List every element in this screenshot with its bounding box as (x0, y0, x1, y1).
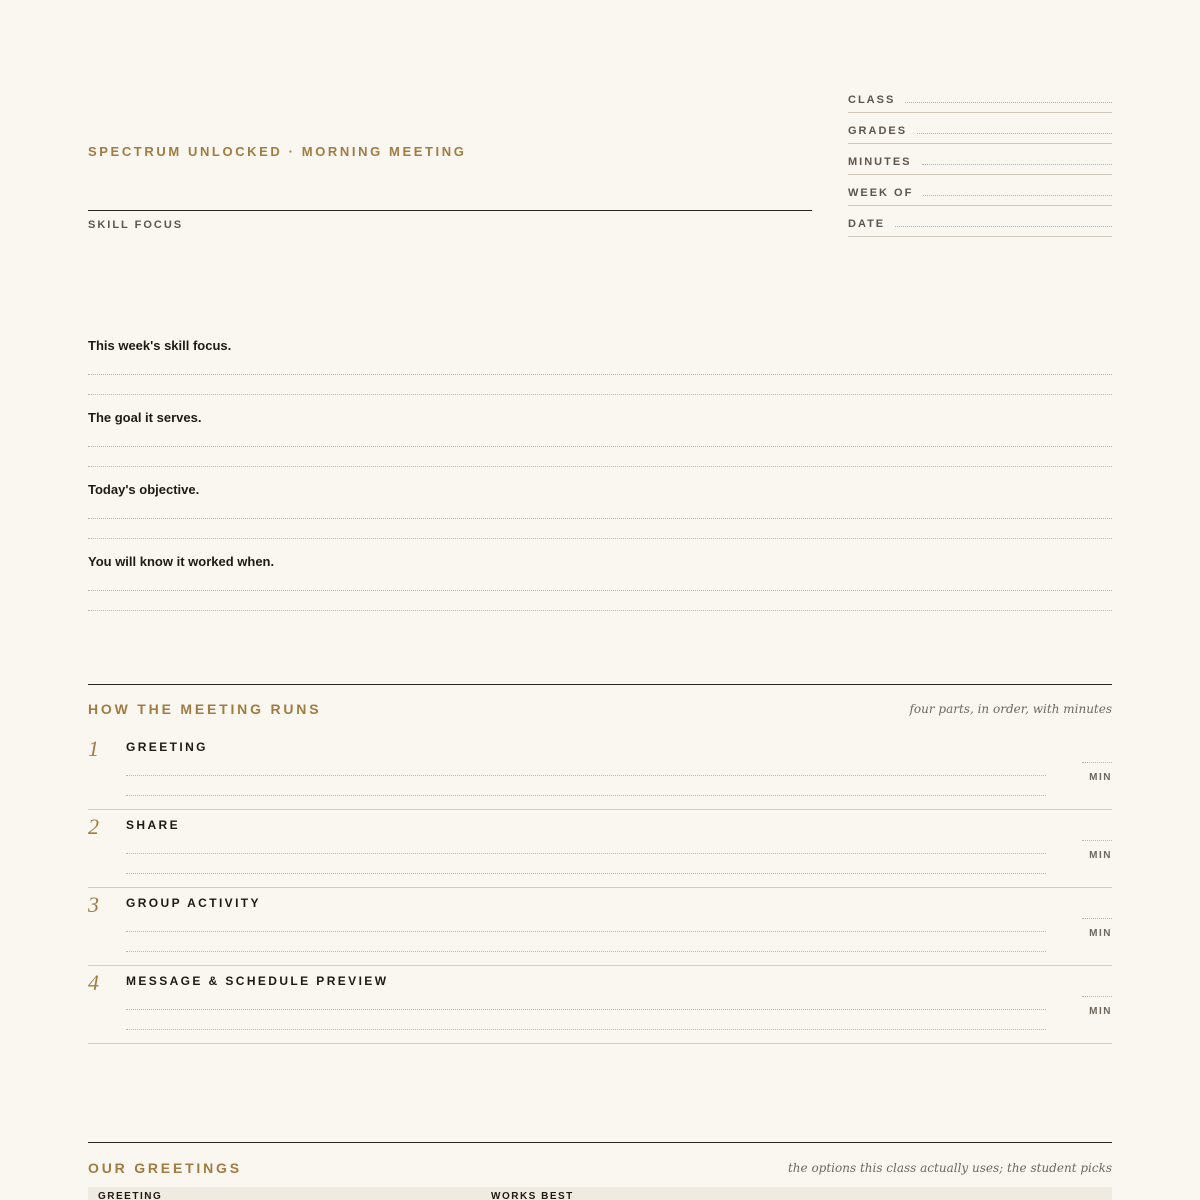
meta-fill-line[interactable] (917, 133, 1112, 134)
step-minutes-unit: MIN (1089, 928, 1112, 939)
step-name: GROUP ACTIVITY (126, 896, 261, 910)
step-minutes-unit: MIN (1089, 772, 1112, 783)
prompt-goal (88, 410, 1112, 482)
meeting-step (88, 810, 1112, 888)
step-name: GREETING (126, 740, 208, 754)
answer-line[interactable] (88, 610, 1112, 611)
meta-label: MINUTES (848, 156, 912, 168)
meeting-section-note: four parts, in order, with minutes (909, 702, 1112, 716)
meta-fill-line[interactable] (895, 226, 1112, 227)
meta-label: CLASS (848, 94, 896, 106)
meta-field-minutes[interactable] (848, 144, 1112, 175)
meta-field-grades[interactable] (848, 113, 1112, 144)
greetings-table-header (88, 1187, 1112, 1200)
step-notes-line[interactable] (126, 853, 1046, 854)
meeting-section-rule (88, 684, 1112, 685)
step-number: 2 (88, 814, 99, 839)
meta-label: GRADES (848, 125, 908, 137)
column-header-works-best: WORKS BEST (491, 1191, 574, 1200)
meta-fill-line[interactable] (923, 195, 1112, 196)
greetings-section-title: OUR GREETINGS (88, 1160, 242, 1176)
prompt-skill-focus (88, 338, 1112, 410)
prompt-question: You will know it worked when. (88, 554, 275, 569)
meta-field-class[interactable] (848, 82, 1112, 113)
step-notes-line[interactable] (126, 795, 1046, 796)
skill-focus-rule (88, 210, 812, 211)
step-minutes-line[interactable] (1082, 762, 1112, 763)
step-minutes-line[interactable] (1082, 996, 1112, 997)
meta-fill-line[interactable] (922, 164, 1113, 165)
greetings-section-note: the options this class actually uses; the student picks (787, 1161, 1112, 1175)
meta-field-week-of[interactable] (848, 175, 1112, 206)
step-name: SHARE (126, 818, 181, 832)
step-notes-line[interactable] (126, 873, 1046, 874)
step-notes-line[interactable] (126, 775, 1046, 776)
answer-line[interactable] (88, 518, 1112, 519)
step-number: 3 (88, 892, 99, 917)
answer-line[interactable] (88, 446, 1112, 447)
prompt-question: Today's objective. (88, 482, 200, 497)
meta-fields (848, 82, 1112, 237)
step-notes-line[interactable] (126, 951, 1046, 952)
meta-label: WEEK OF (848, 187, 914, 199)
skill-prompts (88, 338, 1112, 611)
step-minutes-unit: MIN (1089, 850, 1112, 861)
prompt-objective (88, 482, 1112, 554)
step-name: MESSAGE & SCHEDULE PREVIEW (126, 974, 389, 988)
step-minutes-line[interactable] (1082, 918, 1112, 919)
step-notes-line[interactable] (126, 1009, 1046, 1010)
meeting-step (88, 888, 1112, 966)
prompt-question: This week's skill focus. (88, 338, 232, 353)
answer-line[interactable] (88, 374, 1112, 375)
step-minutes-unit: MIN (1089, 1006, 1112, 1017)
meta-field-date[interactable] (848, 206, 1112, 237)
step-notes-line[interactable] (126, 931, 1046, 932)
meta-label: DATE (848, 218, 886, 230)
step-notes-line[interactable] (126, 1029, 1046, 1030)
step-number: 4 (88, 970, 99, 995)
meeting-step (88, 732, 1112, 810)
greetings-section-rule (88, 1142, 1112, 1143)
answer-line[interactable] (88, 590, 1112, 591)
meeting-steps (88, 732, 1112, 1044)
column-header-greeting: GREETING (98, 1191, 163, 1200)
brand-title: SPECTRUM UNLOCKED · MORNING MEETING (88, 144, 467, 159)
prompt-success-criteria (88, 554, 1112, 611)
step-number: 1 (88, 736, 99, 761)
skill-focus-label: SKILL FOCUS (88, 219, 184, 231)
meeting-step (88, 966, 1112, 1044)
meeting-section-title: HOW THE MEETING RUNS (88, 701, 322, 717)
prompt-question: The goal it serves. (88, 410, 202, 425)
meta-fill-line[interactable] (905, 102, 1112, 103)
step-minutes-line[interactable] (1082, 840, 1112, 841)
